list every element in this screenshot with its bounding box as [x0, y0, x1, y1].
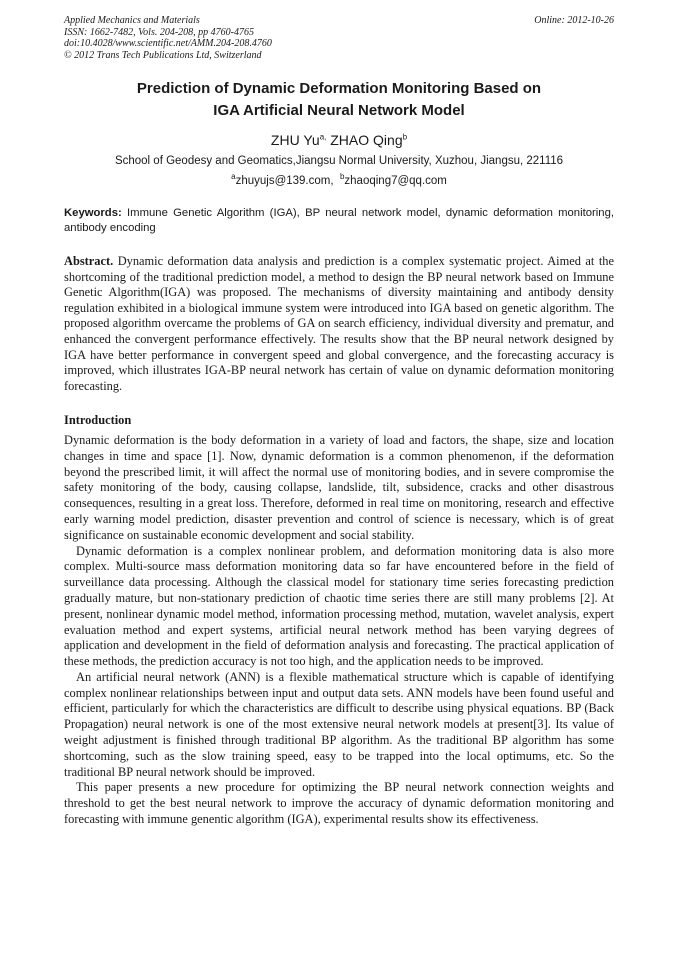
abstract-label: Abstract.	[64, 254, 114, 268]
intro-paragraph-3: An artificial neural network (ANN) is a flexible mathematical structure which is capable of identifying complex nonlinear relationships between input and output data sets. ANN models have been found useful and efficient, particularly for which the characteristics are difficult to describe using physical equations. BP (Back Propagation) neural network is one of the most extensive neural network models at present[3]. Its value of weight adjustment is finished through traditional BP algorithm. As the traditional BP algorithm has some shortcoming, such as the slow training speed, easy to be trapped into the local optimums, etc. So the traditional BP neural network should be improved.	[64, 669, 614, 779]
title-line-1: Prediction of Dynamic Deformation Monitoring Based on	[136, 80, 542, 97]
author-2-affil-mark: b	[402, 132, 408, 142]
email-b: zhaoqing7@qq.com	[344, 175, 447, 187]
intro-paragraph-4: This paper presents a new procedure for optimizing the BP neural network connection weights and threshold to get the best neural network to improve the accuracy of dynamic deformation monitoring and forecasting with immune genentic algorithm (IGA), experimental results show its effectiveness.	[64, 780, 614, 827]
email-a: zhuyujs@139.com,	[235, 175, 334, 187]
title-line-2: IGA Artificial Neural Network Model	[213, 102, 465, 119]
author-emails	[64, 174, 614, 189]
author-1-affil-mark: a,	[319, 132, 327, 142]
online-date: Online: 2012-10-26	[534, 15, 614, 26]
author-1-name: ZHU Yu	[270, 132, 320, 148]
affiliation: School of Geodesy and Geomatics,Jiangsu Normal University, Xuzhou, Jiangsu, 221116	[114, 155, 564, 167]
journal-name: Applied Mechanics and Materials	[64, 15, 200, 26]
keywords-label: Keywords:	[64, 207, 122, 219]
section-heading-introduction: Introduction	[64, 413, 132, 428]
keywords	[64, 206, 614, 235]
paper-title	[64, 78, 614, 122]
author-list	[64, 131, 614, 149]
abstract-text: Dynamic deformation data analysis and prediction is a complex systematic project. Aimed at the shortcoming of the traditional prediction model, a method to design the BP neural network based on Immune Genetic Algorithm(IGA) was proposed. The mechanisms of diversity maintaining and antibody density regulation exhibited in a biological immune system were introduced into IGA based on genetic algorithm. The proposed algorithm overcame the problems of GA on search efficiency, individual diversity and prematur, and enhanced the convergent performance effectively. The results show that the BP neural network designed by IGA have better performance in convergent speed and global convergence, and the forecasting accuracy is improved, which illustrates IGA-BP neural network has certain of value on dynamic deformation monitoring forecasting.	[64, 254, 614, 393]
abstract	[64, 254, 614, 394]
intro-paragraph-1: Dynamic deformation is the body deformation in a variety of load and factors, the shape, size and location changes in time and space [1]. Now, dynamic deformation is a common phenomenon, if the deformation beyond the prescribed limit, it will affect the normal use of monitoring bodies, and in severe compromise the safety monitoring of the body, causing collapse, landslide, tilt, subsidence, cracks and other disastrous consequences, resulting in a great loss. Therefore, deformed in real time on monitoring, research and effective early warning model prediction, disaster prevention and control of science is necessary, which is of great significance on sustainable economic development and social stability.	[64, 432, 614, 542]
keywords-text: Immune Genetic Algorithm (IGA), BP neural network model, dynamic deformation monitoring, antibody encoding	[64, 207, 615, 234]
issn-line: ISSN: 1662-7482, Vols. 204-208, pp 4760-4765	[64, 26, 254, 38]
doi-line: doi:10.4028/www.scientific.net/AMM.204-208.4760	[64, 38, 272, 49]
copyright-line: © 2012 Trans Tech Publications Ltd, Switzerland	[64, 49, 262, 61]
email-a-mark: a	[231, 172, 236, 182]
email-b-mark: b	[339, 172, 345, 182]
author-2-name: ZHAO Qing	[330, 132, 403, 148]
journal-header	[64, 15, 614, 61]
intro-paragraph-2: Dynamic deformation is a complex nonlinear problem, and deformation monitoring data is also more complex. Multi-source mass deformation monitoring data so far have encountered before in the field of surveillance data processing. Although the classical model for stationary time series forecasting prediction gradually mature, but non-stationary prediction of chaotic time series there are still many problems [2]. At present, nonlinear dynamic model method, information processing method, mutation, wavelet analysis, expert evaluation method and expert systems, artificial neural network method has been varying degrees of application and development in the field of deformation analysis and forecasting. The practical application of these methods, the prediction accuracy is not too high, and the application needs to be improved.	[64, 543, 614, 669]
